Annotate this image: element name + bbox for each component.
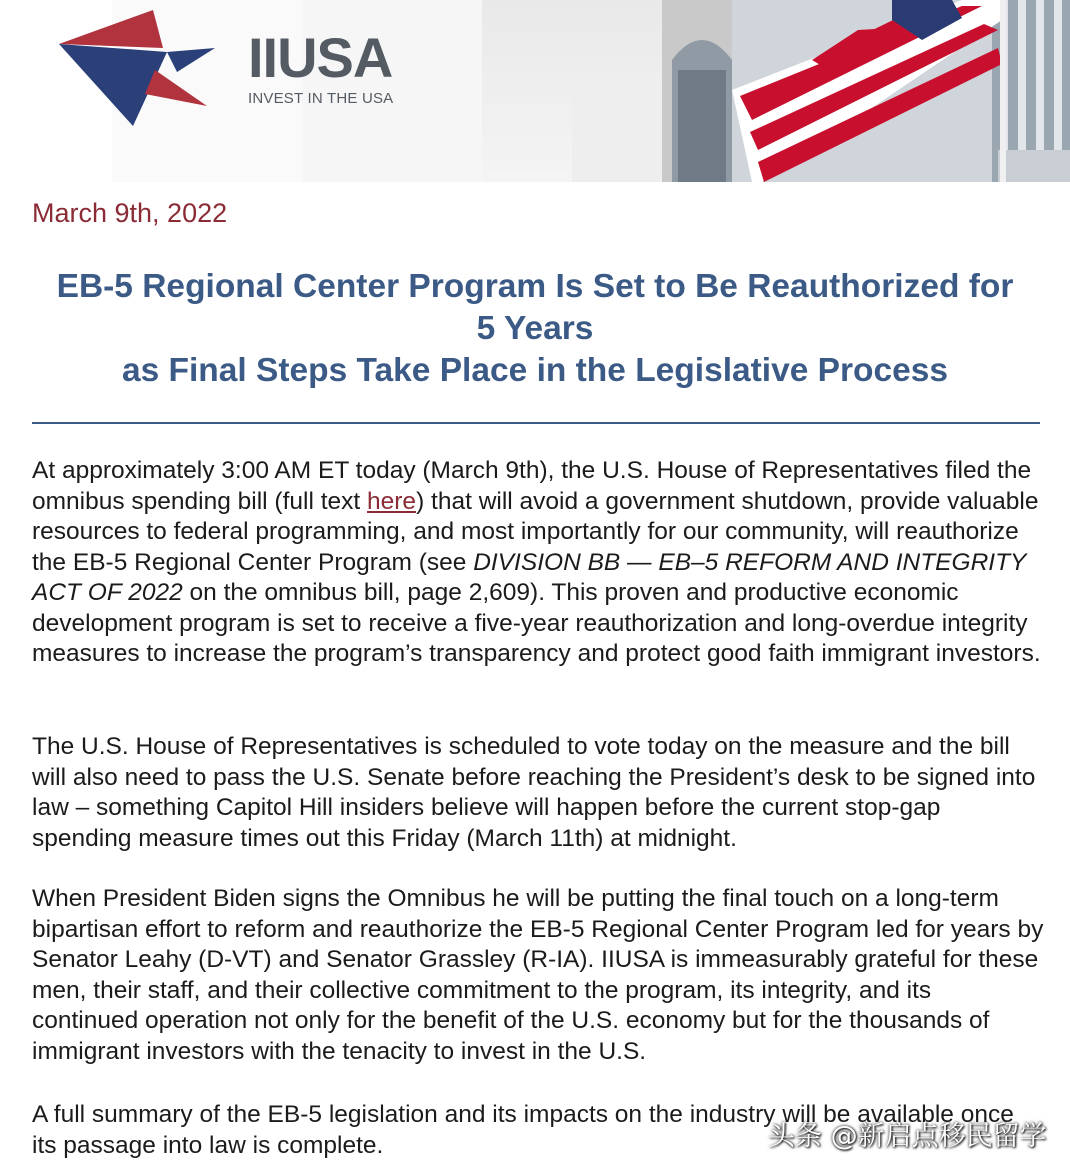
iiusa-star-logo-icon <box>55 8 225 128</box>
article-date: March 9th, 2022 <box>32 198 228 228</box>
header-banner <box>0 0 1070 182</box>
article-title <box>20 266 1050 392</box>
act-reference: DIVISION BB — EB–5 REFORM AND INTEGRITY ACT OF 2022 <box>32 548 1026 606</box>
title-line: 5 Years <box>476 310 594 347</box>
paragraph-text: on the omnibus bill, page 2,609). This proven and productive economic development program is set to receive a five-year reauthorization and long-overdue integrity measures to increase the program’s transparency and protect good faith immigrant investors. <box>32 579 1041 667</box>
paragraph-text: At approximately 3:00 AM ET today (March 9th), the U.S. House of Representatives filed the omnibus spending bill (full text <box>32 457 1032 515</box>
paragraph-text: ) that will avoid a government shutdown, provide valuable resources to federal programming, and most importantly for our community, will reauthorize the EB-5 Regional Center Program (see <box>32 487 1039 576</box>
title-line: EB-5 Regional Center Program Is Set to Be Reauthorized for <box>56 268 1014 305</box>
full-text-link[interactable]: here <box>367 487 417 515</box>
paragraph-signing: When President Biden signs the Omnibus he will be putting the final touch on a long-term bipartisan effort to reform and reauthorize the EB-5 Regional Center Program led for years by Senator Leahy (D-VT) and Senator Grassley (R-IA). IIUSA is immeasurably grateful for these men, their staff, and their collective commitment to the program, its integrity, and its continued operation not only for the benefit of the U.S. economy but for the thousands of immigrant investors with the tenacity to invest in the U.S. <box>32 885 1044 1065</box>
paragraph-intro <box>32 456 1044 670</box>
logo-tagline: INVEST IN THE USA <box>248 90 394 107</box>
title-divider <box>32 422 1040 424</box>
title-line: as Final Steps Take Place in the Legislative Process <box>121 352 949 389</box>
source-watermark: 头条 @新启点移民留学 <box>768 1121 1047 1152</box>
paragraph-vote: The U.S. House of Representatives is scheduled to vote today on the measure and the bill will also need to pass the U.S. Senate before reaching the President’s desk to be signed into law – something Capitol Hill insiders believe will happen before the current stop-gap spending measure times out this Friday (March 11th) at midnight. <box>32 733 1036 852</box>
capitol-flag-photo <box>662 0 1070 182</box>
paragraph-summary: A full summary of the EB-5 legislation and its impacts on the industry will be available once its passage into law is complete. <box>32 1101 1014 1159</box>
banner-background-panel <box>572 92 662 182</box>
logo-wordmark: IIUSA <box>248 26 393 89</box>
